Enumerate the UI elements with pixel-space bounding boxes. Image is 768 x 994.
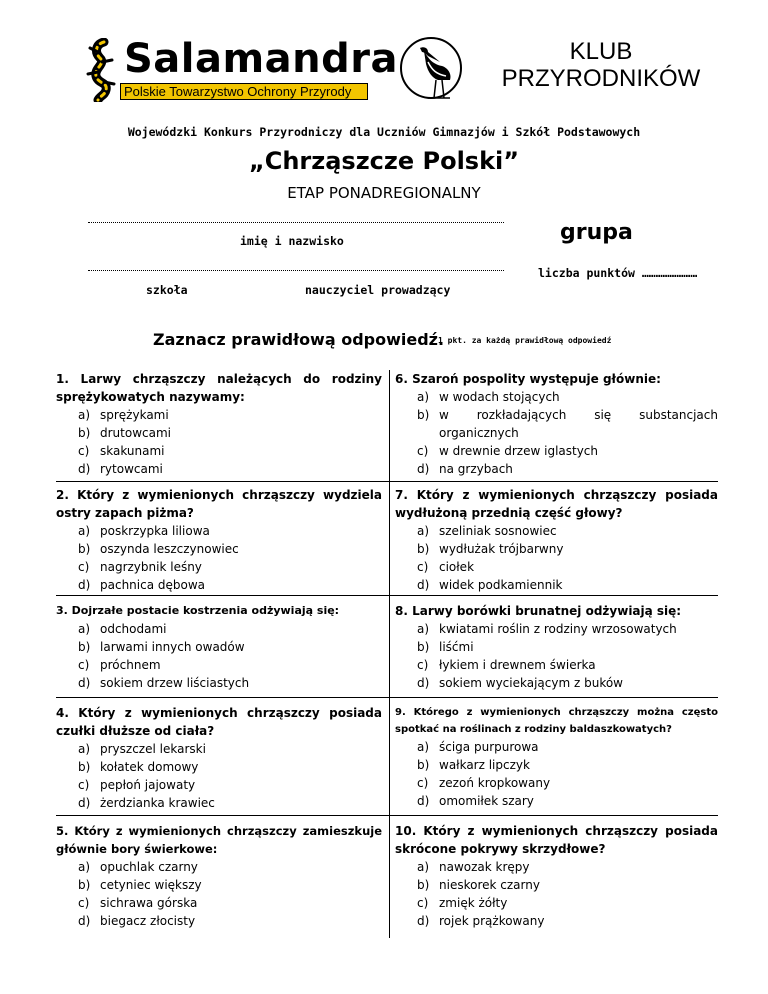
- answer-option[interactable]: d) omomiłek szary: [417, 794, 534, 808]
- question-9: [395, 704, 718, 810]
- logo-subtitle: Polskie Towarzystwo Ochrony Przyrody: [120, 83, 368, 100]
- answer-option[interactable]: b) drutowcami: [78, 426, 171, 440]
- answer-option[interactable]: a) kwiatami roślin z rodziny wrzosowatych: [417, 622, 677, 636]
- logo-name: Salamandra: [124, 36, 399, 82]
- question-5: [56, 822, 386, 930]
- row-divider: [56, 697, 718, 698]
- question-text: 9. Którego z wymienionych chrząszczy można często spotkać na roślinach z rodziny baldaszkowatych?: [395, 707, 718, 735]
- club-name: [486, 38, 716, 92]
- answer-option[interactable]: b) liśćmi: [417, 640, 474, 654]
- answer-option[interactable]: c) sichrawa górska: [78, 896, 198, 910]
- question-text: 10. Który z wymienionych chrząszczy posiada skrócone pokrywy skrzydłowe?: [395, 824, 718, 856]
- answer-option[interactable]: b) wałkarz lipczyk: [417, 758, 530, 772]
- answer-option[interactable]: d) żerdzianka krawiec: [78, 796, 215, 810]
- answer-option[interactable]: a) szeliniak sosnowiec: [417, 524, 557, 538]
- column-divider: [389, 370, 390, 938]
- answer-option[interactable]: c) zezoń kropkowany: [417, 776, 551, 790]
- instruction: Zaznacz prawidłową odpowiedź.: [153, 330, 445, 349]
- answer-option[interactable]: c) zmięk żółty: [417, 896, 508, 910]
- stork-icon: [398, 34, 464, 106]
- question-3: [56, 602, 386, 692]
- row-divider: [56, 595, 718, 596]
- school-field-line[interactable]: [88, 270, 504, 271]
- row-divider: [56, 815, 718, 816]
- row-divider: [56, 481, 718, 482]
- answer-option[interactable]: d) pachnica dębowa: [78, 578, 206, 592]
- answer-option[interactable]: b) cetyniec większy: [78, 878, 202, 892]
- question-10: [395, 822, 718, 930]
- question-7: [395, 486, 718, 594]
- question-text: 3. Dojrzałe postacie kostrzenia odżywiają się:: [56, 604, 340, 617]
- answer-option[interactable]: b) w rozkładających się substancjach organicznych: [417, 408, 718, 440]
- contest-name: Wojewódzki Konkurs Przyrodniczy dla Uczniów Gimnazjów i Szkół Podstawowych: [127, 125, 641, 139]
- question-6: [395, 370, 718, 478]
- answer-option[interactable]: d) rytowcami: [78, 462, 163, 476]
- club-line-2: PRZYRODNIKÓW: [501, 65, 701, 92]
- answer-option[interactable]: b) wydłużak trójbarwny: [417, 542, 564, 556]
- answer-option[interactable]: d) sokiem drzew liściastych: [78, 676, 250, 690]
- answer-option[interactable]: b) nieskorek czarny: [417, 878, 540, 892]
- answer-option[interactable]: a) odchodami: [78, 622, 167, 636]
- answer-option[interactable]: d) na grzybach: [417, 462, 513, 476]
- page-title: „Chrząszcze Polski”: [248, 147, 520, 175]
- question-text: 5. Który z wymienionych chrząszczy zamieszkuje głównie bory świerkowe:: [56, 824, 382, 856]
- answer-option[interactable]: a) sprężykami: [78, 408, 169, 422]
- name-label: imię i nazwisko: [240, 234, 344, 248]
- teacher-label: nauczyciel prowadzący: [305, 283, 451, 297]
- answer-option[interactable]: a) opuchlak czarny: [78, 860, 198, 874]
- answer-option[interactable]: c) próchnem: [78, 658, 161, 672]
- answer-option[interactable]: c) ciołek: [417, 560, 475, 574]
- question-text: 7. Który z wymienionych chrząszczy posiada wydłużoną przednią część głowy?: [395, 488, 718, 520]
- answer-option[interactable]: a) w wodach stojących: [417, 390, 560, 404]
- answer-option[interactable]: c) łykiem i drewnem świerka: [417, 658, 596, 672]
- answer-option[interactable]: b) kołatek domowy: [78, 760, 199, 774]
- answer-option[interactable]: a) ściga purpurowa: [417, 740, 539, 754]
- question-1: [56, 370, 386, 478]
- answer-option[interactable]: d) rojek prążkowany: [417, 914, 545, 928]
- stage-label: ETAP PONADREGIONALNY: [287, 184, 481, 202]
- question-4: [56, 704, 386, 812]
- answer-option[interactable]: d) widek podkamiennik: [417, 578, 563, 592]
- club-line-1: KLUB: [569, 38, 633, 65]
- name-field-line[interactable]: [88, 222, 504, 223]
- points-field[interactable]: liczba punktów ……………………: [538, 266, 698, 280]
- answer-option[interactable]: d) biegacz złocisty: [78, 914, 196, 928]
- group-label: grupa: [560, 220, 633, 245]
- answer-option[interactable]: c) nagrzybnik leśny: [78, 560, 202, 574]
- answer-option[interactable]: c) w drewnie drzew iglastych: [417, 444, 599, 458]
- answer-option[interactable]: a) poskrzypka liliowa: [78, 524, 210, 538]
- answer-option[interactable]: c) skakunami: [78, 444, 165, 458]
- question-text: 2. Który z wymienionych chrząszczy wydziela ostry zapach piżma?: [56, 488, 382, 520]
- question-text: 4. Który z wymienionych chrząszczy posiada czułki dłuższe od ciała?: [56, 706, 382, 738]
- question-text: 1. Larwy chrząszczy należących do rodziny sprężykowatych nazywamy:: [56, 372, 382, 404]
- question-8: [395, 602, 718, 692]
- answer-option[interactable]: a) pryszczel lekarski: [78, 742, 206, 756]
- question-text: 6. Szaroń pospolity występuje głównie:: [395, 372, 661, 386]
- answer-option[interactable]: b) oszynda leszczynowiec: [78, 542, 239, 556]
- answer-option[interactable]: c) pepłoń jajowaty: [78, 778, 196, 792]
- answer-option[interactable]: d) sokiem wyciekającym z buków: [417, 676, 623, 690]
- questions-table: [56, 370, 718, 938]
- salamandra-logo: [86, 36, 399, 100]
- question-2: [56, 486, 386, 594]
- answer-option[interactable]: b) larwami innych owadów: [78, 640, 245, 654]
- answer-option[interactable]: a) nawozak krępy: [417, 860, 530, 874]
- question-text: 8. Larwy borówki brunatnej odżywiają się:: [395, 604, 682, 618]
- points-note: 1 pkt. za każdą prawidłową odpowiedź: [438, 336, 612, 345]
- school-label: szkoła: [146, 283, 188, 297]
